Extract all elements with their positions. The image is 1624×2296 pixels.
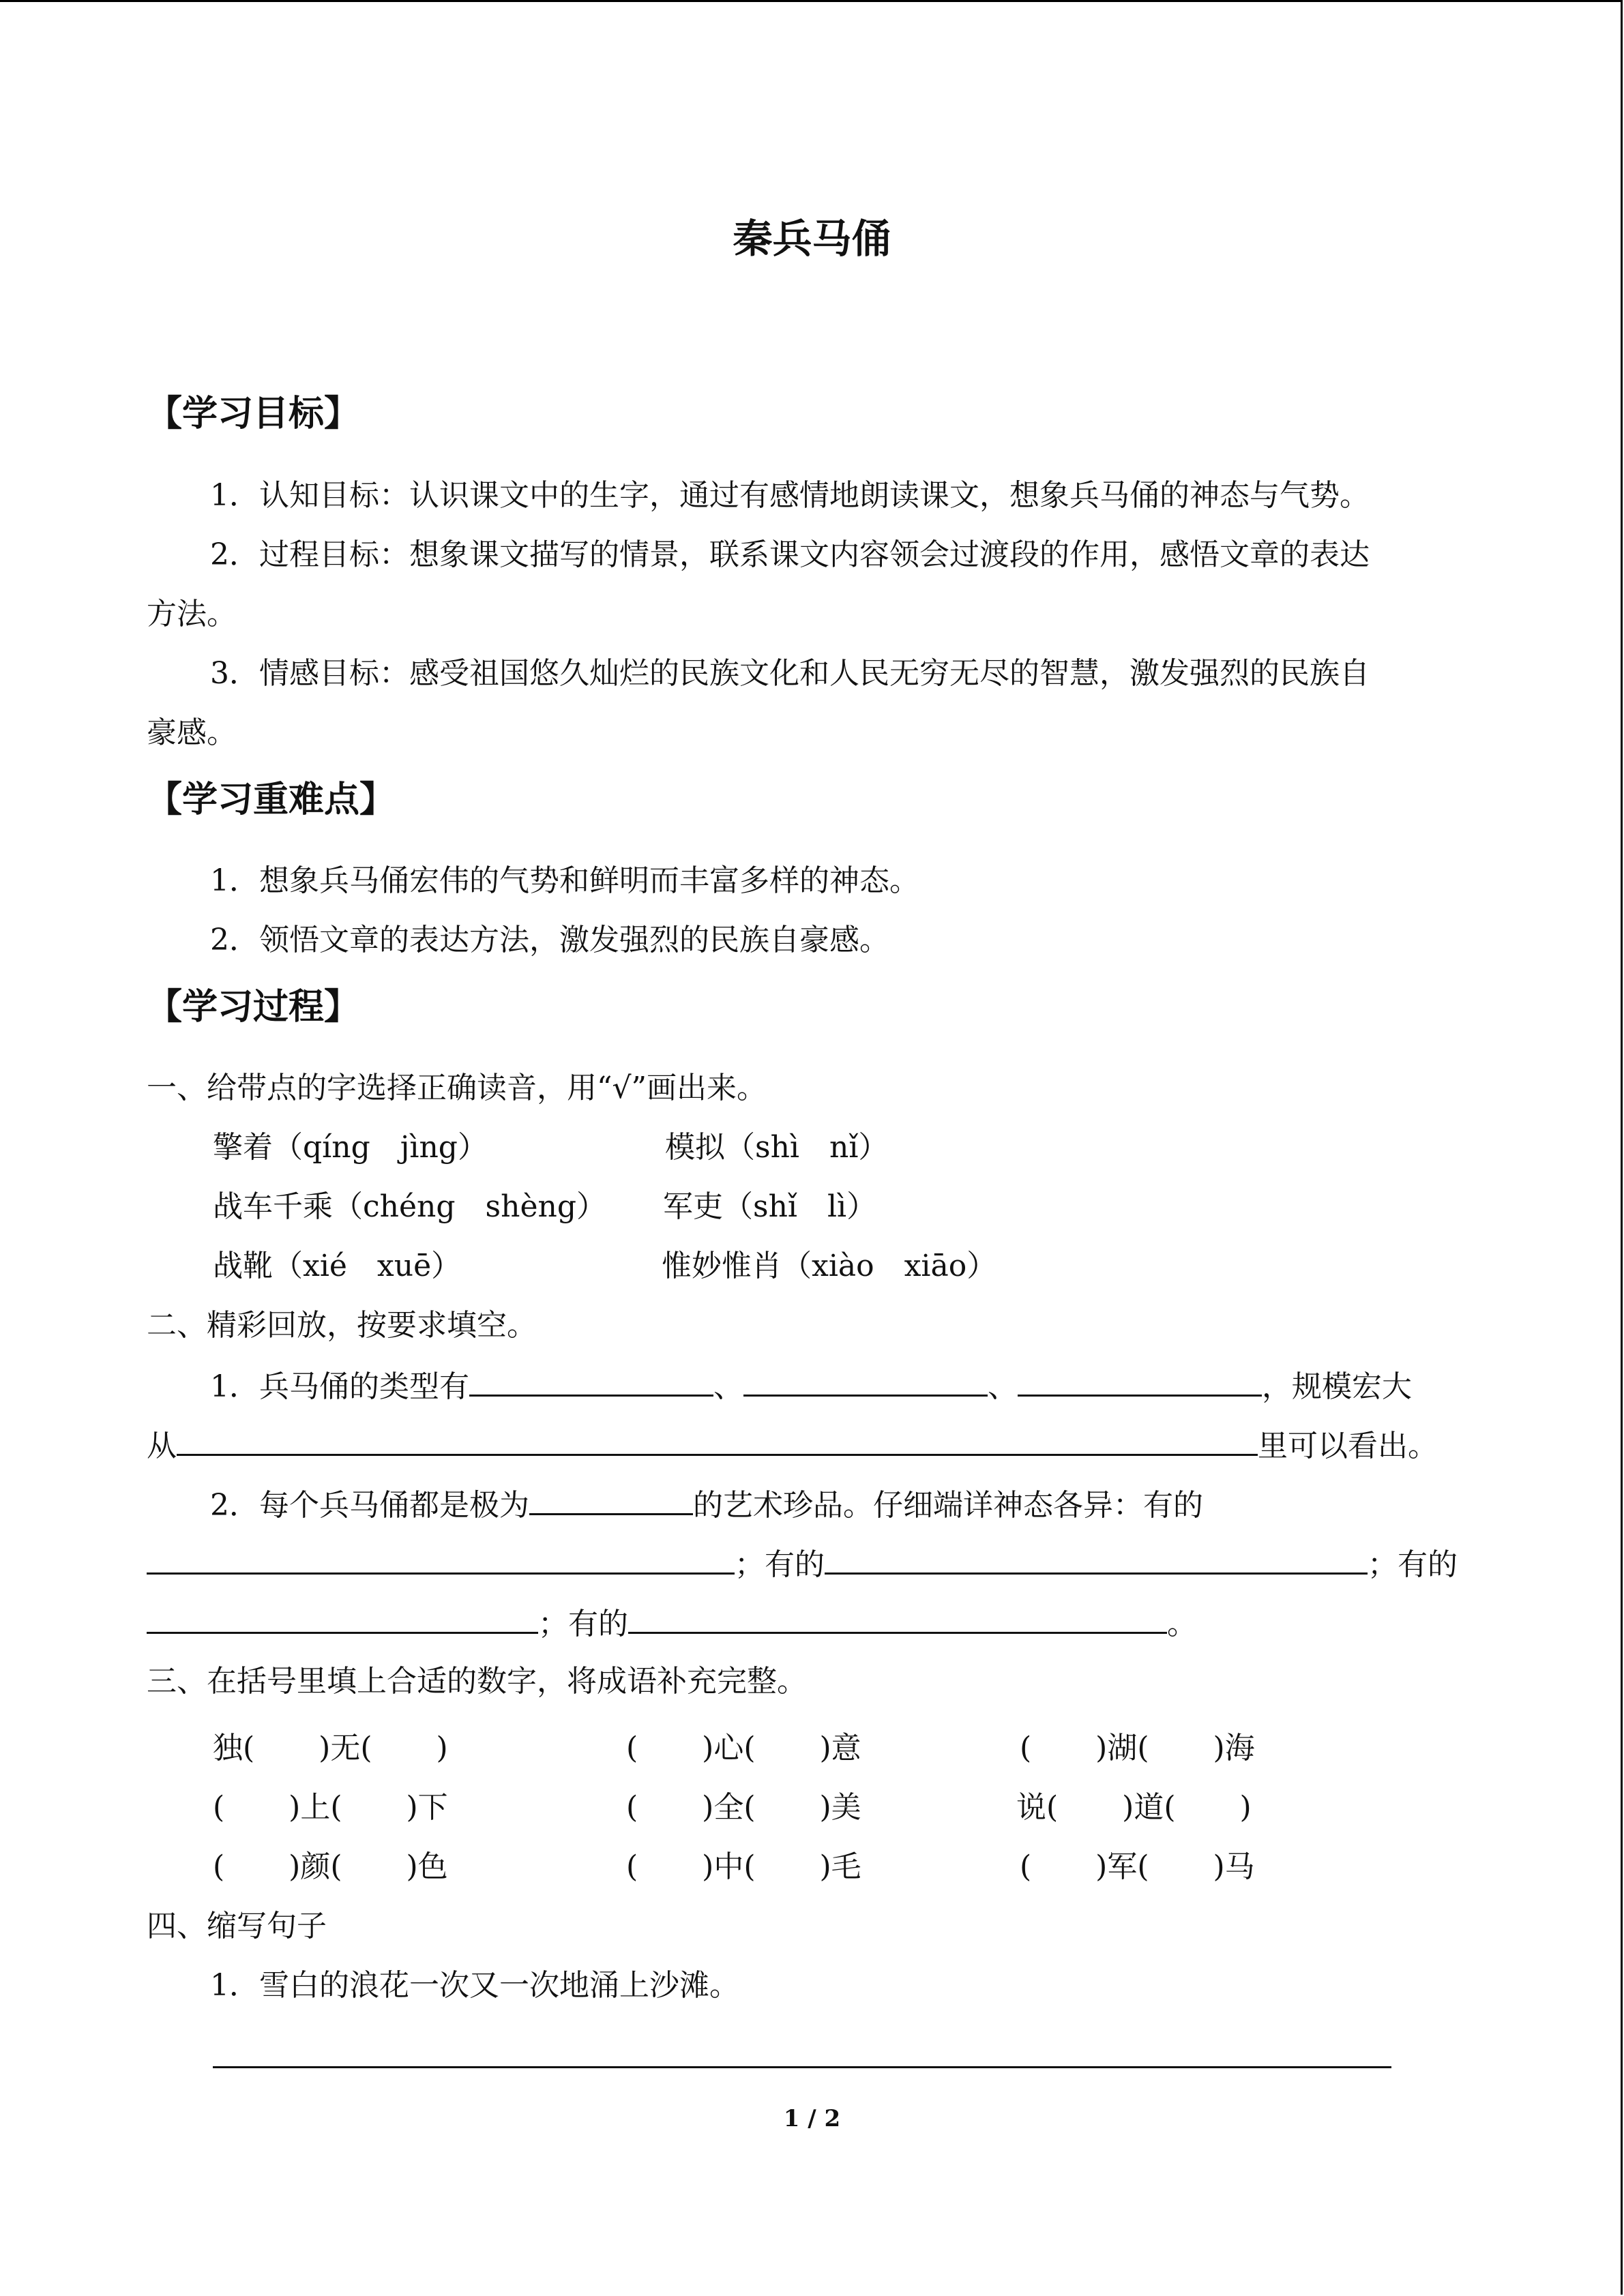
- objective-2-line1: 2．过程目标：想象课文描写的情景，联系课文内容领会过渡段的作用，感悟文章的表达: [210, 537, 1370, 572]
- idiom-item: ( )心( )意: [626, 1731, 861, 1765]
- fill-line-2-start: 从: [147, 1429, 177, 1463]
- period: 。: [1167, 1607, 1197, 1641]
- idiom-item: ( )湖( )海: [1020, 1731, 1255, 1765]
- fill-line-1: [210, 1365, 1412, 1407]
- objective-2-line2: 方法。: [147, 597, 237, 631]
- you-de-label: ；有的: [1368, 1547, 1458, 1582]
- answer-blank[interactable]: [628, 1602, 1167, 1634]
- objective-3-line2: 豪感。: [147, 715, 237, 750]
- question-1-prompt: 一、给带点的字选择正确读音，用“√”画出来。: [147, 1071, 767, 1105]
- fill-line-5: [147, 1602, 1197, 1645]
- objective-3-line1: 3．情感目标：感受祖国悠久灿烂的民族文化和人民无穷无尽的智慧，激发强烈的民族自: [210, 656, 1370, 691]
- fill-line-2-end: 里可以看出。: [1258, 1429, 1438, 1463]
- fill-line-3-mid: 的艺术珍品。仔细端详神态各异：有的: [693, 1488, 1203, 1523]
- question-3-prompt: 三、在括号里填上合适的数字，将成语补充完整。: [147, 1664, 807, 1699]
- pinyin-item-3: 战车千乘（chéng shèng）: [213, 1189, 606, 1224]
- answer-blank[interactable]: [147, 1602, 538, 1634]
- section-heading-objectives: 【学习目标】: [147, 393, 360, 434]
- fill-line-4: [147, 1542, 1458, 1585]
- fill-line-1-end: ，规模宏大: [1262, 1369, 1412, 1404]
- separator: 、: [988, 1369, 1018, 1404]
- page-title: 秦兵马俑: [733, 215, 891, 262]
- section-heading-process: 【学习过程】: [147, 986, 360, 1028]
- answer-blank[interactable]: [743, 1365, 988, 1397]
- pinyin-item-2: 模拟（shì nǐ）: [665, 1130, 889, 1165]
- question-4-prompt: 四、缩写句子: [147, 1909, 327, 1943]
- answer-blank[interactable]: [177, 1424, 1258, 1456]
- answer-blank[interactable]: [529, 1483, 693, 1515]
- fill-line-2: [147, 1424, 1438, 1467]
- section-heading-difficulties: 【学习重难点】: [147, 779, 396, 820]
- idiom-item: ( )全( )美: [626, 1790, 861, 1825]
- idiom-item: 说( )道( ): [1016, 1790, 1252, 1825]
- pinyin-item-1: 擎着（qíng jìng）: [213, 1130, 488, 1165]
- answer-blank[interactable]: [469, 1365, 713, 1397]
- you-de-label: ；有的: [735, 1547, 825, 1582]
- question-4-item-1: 1．雪白的浪花一次又一次地涌上沙滩。: [210, 1968, 739, 2003]
- idiom-item: ( )上( )下: [213, 1790, 448, 1825]
- difficulty-2: 2．领悟文章的表达方法，激发强烈的民族自豪感。: [210, 923, 889, 957]
- pinyin-item-4: 军吏（shǐ lì）: [663, 1189, 877, 1224]
- page-number: 1 / 2: [783, 2105, 841, 2132]
- answer-blank[interactable]: [1018, 1365, 1262, 1397]
- separator: 、: [713, 1369, 743, 1404]
- answer-blank[interactable]: [825, 1542, 1368, 1575]
- fill-line-3: [210, 1483, 1203, 1526]
- idiom-item: ( )军( )马: [1020, 1849, 1255, 1884]
- idiom-item: 独( )无( ): [213, 1731, 448, 1765]
- difficulty-1: 1．想象兵马俑宏伟的气势和鲜明而丰富多样的神态。: [210, 863, 919, 898]
- idiom-item: ( )颜( )色: [213, 1849, 448, 1884]
- you-de-label: ；有的: [538, 1607, 628, 1641]
- idiom-item: ( )中( )毛: [626, 1849, 861, 1884]
- pinyin-item-6: 惟妙惟肖（xiào xiāo）: [662, 1249, 997, 1283]
- fill-line-1-start: 1．兵马俑的类型有: [210, 1369, 469, 1404]
- pinyin-item-5: 战靴（xié xuē）: [213, 1249, 462, 1283]
- question-2-prompt: 二、精彩回放，按要求填空。: [147, 1308, 537, 1343]
- answer-line[interactable]: [213, 2066, 1391, 2068]
- objective-1: 1．认知目标：认识课文中的生字，通过有感情地朗读课文，想象兵马俑的神态与气势。: [210, 478, 1370, 513]
- fill-line-3-start: 2．每个兵马俑都是极为: [210, 1488, 529, 1523]
- answer-blank[interactable]: [147, 1542, 735, 1575]
